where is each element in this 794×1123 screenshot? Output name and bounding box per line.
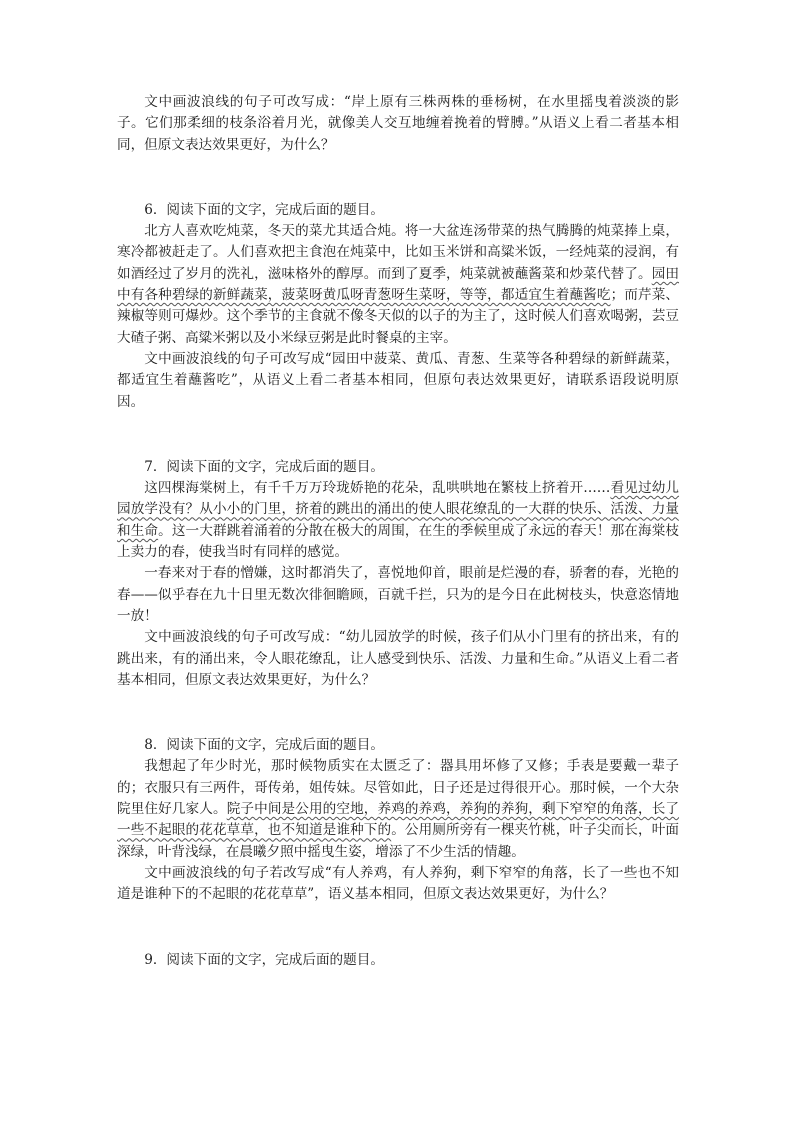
question-6-prompt: 文中画波浪线的句子可改写成“园田中菠菜、黄瓜、青葱、生菜等各种碧绿的新鲜蔬菜，都适宜生着蘸酱吃”，从语义上看二者基本相同，但原句表达效果更好，请联系语段说明原因。 (117, 350, 679, 410)
question-7-block (117, 457, 679, 691)
question-6-passage (117, 221, 679, 349)
wavy-underlined-sentence: 看见过幼儿园放学没有？从小小的门里，挤着的跳出的涌出的使人眼花缭乱的一大群的快乐、活泼、力量和生命 (117, 480, 680, 539)
question-5-block (117, 92, 679, 156)
passage-text: ；而芹菜、辣椒等则可爆炒。这个季节的主食就不像冬天似的以子的为主了，这时候人们喜欢喝粥，芸豆大碴子粥、高粱米粥以及小米绿豆粥是此时餐桌的主宰。 (117, 287, 679, 346)
passage-text: 。这一大群跳着涌着的分散在极大的周围，在生的季候里成了永远的春天！那在海棠枝上卖力的春，使我当时有同样的感觉。 (117, 522, 680, 561)
wavy-underlined-sentence: 园田中有各种碧绿的新鲜蔬菜，菠菜呀黄瓜呀青葱呀生菜呀，等等，都适宜生着蘸酱吃 (117, 265, 680, 304)
question-8-passage (117, 756, 679, 862)
question-7-heading: 7．阅读下面的文字，完成后面的题目。 (144, 458, 384, 475)
wavy-underlined-sentence: 院子中间是公用的空地，养鸡的养鸡，养狗的养狗，剩下窄窄的角落，长了一些不起眼的花花草草，也不知道是谁种下的 (117, 801, 680, 839)
document-page (117, 92, 679, 971)
passage-text: 我想起了年少时光，那时候物质实在太匮乏了：器具用坏修了又修；手表是要戴一辈子的；衣服只有三两件，哥传弟，姐传妹。尽管如此，日子还是过得很开心。那时候，一个大杂院里住好几家人。 (117, 758, 679, 818)
question-7-prompt: 文中画波浪线的句子可改写成：“幼儿园放学的时候，孩子们从小门里有的挤出来，有的跳出来，有的涌出来，令人眼花缭乱，让人感受到快乐、活泼、力量和生命。”从语义上看二者基本相同，但原文表达效果更好，为什么？ (117, 629, 679, 688)
question-9-heading: 9．阅读下面的文字，完成后面的题目。 (144, 951, 384, 968)
question-6-heading: 6．阅读下面的文字，完成后面的题目。 (144, 201, 384, 218)
question-5-prompt: 文中画波浪线的句子可改写成：“岸上原有三株两株的垂杨树，在水里摇曳着淡淡的影子。它们那柔细的枝条浴着月光，就像美人交互地缠着挽着的臂膊。”从语义上看二者基本相同，但原文表达效果更好，为什么？ (117, 94, 679, 153)
question-8-heading: 8．阅读下面的文字，完成后面的题目。 (144, 737, 384, 754)
question-9-block (117, 950, 679, 971)
question-8-block (117, 735, 679, 905)
question-7-passage (117, 478, 679, 563)
passage-text: 北方人喜欢吃炖菜，冬天的菜尤其适合炖。将一大盆连汤带菜的热气腾腾的炖菜捧上桌，寒冷都被赶走了。人们喜欢把主食泡在炖菜中，比如玉米饼和高粱米饭，一经炖菜的浸润，有如酒经过了岁月的洗礼，滋味格外的醇厚。而到了夏季，炖菜就被蘸酱菜和炒菜代替了。 (117, 223, 679, 282)
question-8-prompt: 文中画波浪线的句子若改写成“有人养鸡，有人养狗，剩下窄窄的角落，长了一些也不知道是谁种下的不起眼的花花草草”，语义基本相同，但原文表达效果更好，为什么？ (117, 864, 679, 903)
question-6-block (117, 200, 679, 413)
passage-text: 这四棵海棠树上，有千千万万玲珑娇艳的花朵，乱哄哄地在繁枝上挤着开…… (144, 480, 611, 497)
passage-text: 。公用厕所旁有一棵夹竹桃，叶子尖而长，叶面深绿，叶背浅绿，在晨曦夕照中摇曳生姿，增添了不少生活的情趣。 (117, 822, 679, 860)
question-7-passage-2: 一春来对于春的憎嫌，这时都消失了，喜悦地仰首，眼前是烂漫的春，骄奢的春，光艳的春——似乎春在九十日里无数次徘徊瞻顾，百就千拦，只为的是今日在此树枝头，快意恣情地一放！ (117, 565, 679, 624)
